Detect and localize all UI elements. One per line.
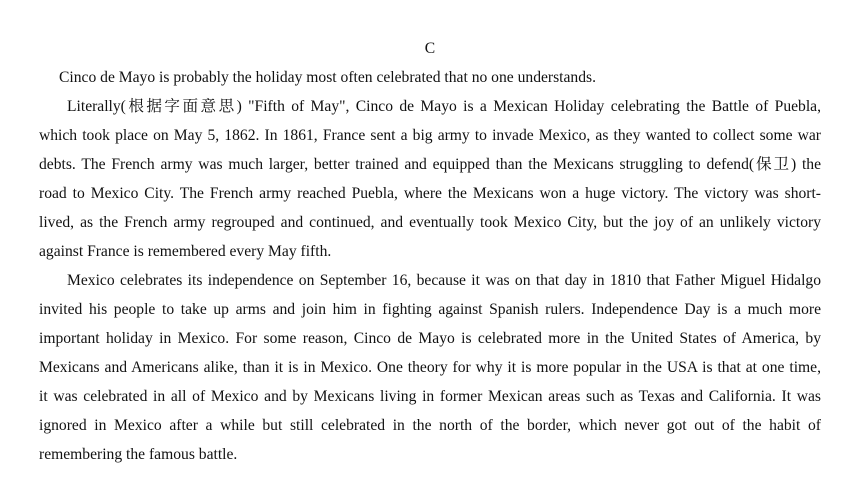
paragraph-1-line-1: Cinco de Mayo is probably the holiday most often celebrated that no one understands. <box>59 69 596 86</box>
paragraph-3-line-4: Mexicans and Americans alike, than it is in Mexico. One theory for why it is more popular in the USA is that at one time, <box>39 359 821 376</box>
paragraph-2-line-3: debts. The French army was much larger, better trained and equipped than the Mexicans struggling to defend(保卫) the <box>39 156 821 173</box>
section-title: C <box>424 40 436 57</box>
paragraph-3-line-1: Mexico celebrates its independence on September 16, because it was on that day in 1810 that Father Miguel Hidalgo <box>67 272 821 289</box>
paragraph-3-line-3: important holiday in Mexico. For some reason, Cinco de Mayo is celebrated more in the United States of America, by <box>39 330 821 347</box>
paragraph-3-line-2: invited his people to take up arms and join him in fighting against Spanish rulers. Independence Day is a much more <box>39 301 821 318</box>
paragraph-2-line-4: road to Mexico City. The French army reached Puebla, where the Mexicans won a huge victory. The victory was short- <box>39 185 821 202</box>
paragraph-2-line-1: Literally(根据字面意思) "Fifth of May", Cinco de Mayo is a Mexican Holiday celebrating the Battle of Puebla, <box>67 98 821 115</box>
paragraph-3-line-5: it was celebrated in all of Mexico and by Mexicans living in former Mexican areas such as Texas and California. It was <box>39 388 821 405</box>
paragraph-2-line-5: lived, as the French army regrouped and continued, and eventually took Mexico City, but the joy of an unlikely victory <box>39 214 821 231</box>
paragraph-2-line-2: which took place on May 5, 1862. In 1861, France sent a big army to invade Mexico, as they wanted to collect some war <box>39 127 821 144</box>
paragraph-3-line-7: remembering the famous battle. <box>39 446 238 463</box>
paragraph-3-line-6: ignored in Mexico after a while but still celebrated in the north of the border, which never got out of the habit of <box>39 417 821 434</box>
paragraph-2-line-6: against France is remembered every May fifth. <box>39 243 332 260</box>
